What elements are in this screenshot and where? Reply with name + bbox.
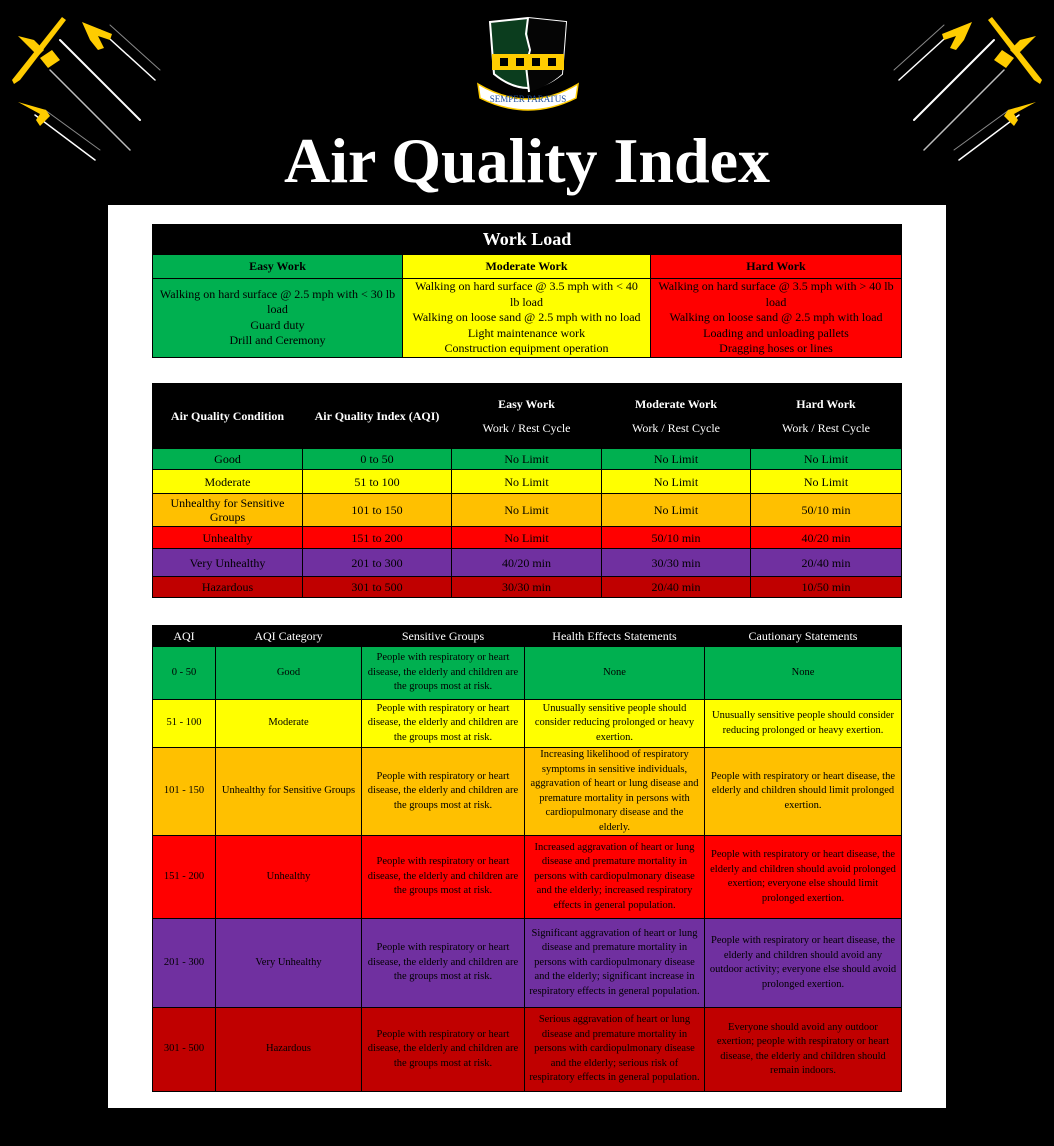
sensitive-cell: People with respiratory or heart disease, the elderly and children are the groups most at risk. (362, 836, 525, 919)
condition-cell: Unhealthy (153, 527, 303, 549)
header-category: AQI Category (216, 626, 362, 647)
table-row (153, 919, 902, 1008)
easy-cell: No Limit (452, 494, 602, 527)
header-cautionary: Cautionary Statements (705, 626, 902, 647)
moderate-work-examples (403, 279, 651, 358)
workload-table (152, 224, 902, 358)
aqi-cell: 201 - 300 (153, 919, 216, 1008)
workload-line: Construction equipment operation (444, 341, 609, 355)
effects-cell: Serious aggravation of heart or lung disease and premature mortality in persons with cardiopulmonary disease and the elderly; serious risk of respiratory effects in general population. (525, 1008, 705, 1092)
category-cell: Hazardous (216, 1008, 362, 1092)
table-row (153, 577, 902, 598)
table-row (153, 470, 902, 494)
workload-line: Loading and unloading pallets (703, 325, 849, 340)
aqi-cell: 201 to 300 (303, 549, 452, 577)
hard-cell: 40/20 min (751, 527, 902, 549)
workload-line: Walking on hard surface @ 3.5 mph with < 40 lb load (415, 279, 638, 309)
table-row (153, 449, 902, 470)
caution-cell: People with respiratory or heart disease, the elderly and children should limit prolonged exertion. (705, 748, 902, 836)
category-cell: Unhealthy for Sensitive Groups (216, 748, 362, 836)
moderate-cell: 20/40 min (602, 577, 751, 598)
page-title: Air Quality Index (284, 125, 770, 196)
condition-cell: Hazardous (153, 577, 303, 598)
work-rest-table (152, 383, 902, 598)
easy-cell: No Limit (452, 470, 602, 494)
header-moderate-work (602, 384, 751, 449)
header-aqi: AQI (153, 626, 216, 647)
sensitive-cell: People with respiratory or heart disease, the elderly and children are the groups most at risk. (362, 919, 525, 1008)
condition-cell: Good (153, 449, 303, 470)
aqi-cell: 101 to 150 (303, 494, 452, 527)
unit-emblem-icon (472, 14, 584, 114)
workload-line: Walking on hard surface @ 2.5 mph with < 30 lb load (159, 286, 396, 317)
hard-work-header: Hard Work (651, 255, 902, 279)
header-hard-label: Hard Work (796, 396, 856, 411)
table-row (153, 494, 902, 527)
table-row (153, 1008, 902, 1092)
workload-line: Light maintenance work (467, 325, 586, 340)
easy-work-examples (153, 279, 403, 358)
header-health-effects: Health Effects Statements (525, 626, 705, 647)
table-row (153, 647, 902, 700)
condition-cell: Very Unhealthy (153, 549, 303, 577)
caution-cell: Unusually sensitive people should consider reducing prolonged or heavy exertion. (705, 700, 902, 748)
workload-line: Drill and Ceremony (229, 333, 326, 348)
header-sub-label: Work / Rest Cycle (631, 420, 721, 435)
header-moderate-label: Moderate Work (634, 396, 718, 411)
header-hard-work (751, 384, 902, 449)
hard-work-examples (651, 279, 902, 358)
easy-cell: 40/20 min (452, 549, 602, 577)
hard-cell: 20/40 min (751, 549, 902, 577)
workload-title: Work Load (153, 225, 902, 255)
sensitive-cell: People with respiratory or heart disease, the elderly and children are the groups most at risk. (362, 748, 525, 836)
caution-cell: People with respiratory or heart disease, the elderly and children should avoid any outdoor activity; everyone else should avoid prolonged exertion. (705, 919, 902, 1008)
aqi-cell: 51 - 100 (153, 700, 216, 748)
workload-line: Walking on loose sand @ 2.5 mph with no load (412, 310, 641, 324)
easy-cell: No Limit (452, 449, 602, 470)
moderate-cell: 50/10 min (602, 527, 751, 549)
sensitive-cell: People with respiratory or heart disease, the elderly and children are the groups most at risk. (362, 647, 525, 700)
workload-line: Guard duty (250, 317, 305, 332)
moderate-cell: No Limit (602, 470, 751, 494)
header-sub-label: Work / Rest Cycle (482, 420, 571, 435)
moderate-cell: No Limit (602, 449, 751, 470)
aqi-cell: 301 - 500 (153, 1008, 216, 1092)
hard-cell: No Limit (751, 470, 902, 494)
moderate-cell: No Limit (602, 494, 751, 527)
aqi-cell: 0 - 50 (153, 647, 216, 700)
aqi-sheet (108, 205, 946, 1108)
emblem-motto: SEMPER PARATUS (489, 94, 567, 104)
hard-cell: 10/50 min (751, 577, 902, 598)
easy-cell: No Limit (452, 527, 602, 549)
caution-cell: Everyone should avoid any outdoor exertion; people with respiratory or heart disease, the elderly and children should remain indoors. (705, 1008, 902, 1092)
category-cell: Unhealthy (216, 836, 362, 919)
moderate-work-header: Moderate Work (403, 255, 651, 279)
effects-cell: Increased aggravation of heart or lung disease and premature mortality in persons with cardiopulmonary disease and the elderly; increased respiratory effects in general population. (525, 836, 705, 919)
moderate-cell: 30/30 min (602, 549, 751, 577)
table-row (153, 549, 902, 577)
effects-cell: Increasing likelihood of respiratory symptoms in sensitive individuals, aggravation of heart or lung disease and premature mortality in persons with cardiopulmonary disease and the elderly. (525, 748, 705, 836)
easy-work-header: Easy Work (153, 255, 403, 279)
caution-cell: People with respiratory or heart disease, the elderly and children should avoid prolonged exertion; everyone else should limit prolonged exertion. (705, 836, 902, 919)
easy-cell: 30/30 min (452, 577, 602, 598)
aqi-cell: 101 - 150 (153, 748, 216, 836)
table-row (153, 836, 902, 919)
condition-cell: Unhealthy for Sensitive Groups (153, 494, 303, 527)
health-effects-table (152, 625, 902, 1092)
category-cell: Very Unhealthy (216, 919, 362, 1008)
effects-cell: None (525, 647, 705, 700)
aqi-cell: 301 to 500 (303, 577, 452, 598)
workload-line: Dragging hoses or lines (719, 341, 833, 355)
aqi-cell: 151 - 200 (153, 836, 216, 919)
workload-line: Walking on loose sand @ 2.5 mph with load (669, 310, 883, 324)
aqi-cell: 151 to 200 (303, 527, 452, 549)
caution-cell: None (705, 647, 902, 700)
aqi-cell: 51 to 100 (303, 470, 452, 494)
header-easy-work (452, 384, 602, 449)
header-sub-label: Work / Rest Cycle (781, 420, 871, 435)
table-row (153, 527, 902, 549)
header-aqi: Air Quality Index (AQI) (303, 384, 452, 449)
aqi-cell: 0 to 50 (303, 449, 452, 470)
sensitive-cell: People with respiratory or heart disease, the elderly and children are the groups most at risk. (362, 1008, 525, 1092)
sensitive-cell: People with respiratory or heart disease, the elderly and children are the groups most at risk. (362, 700, 525, 748)
condition-cell: Moderate (153, 470, 303, 494)
header-condition: Air Quality Condition (153, 384, 303, 449)
category-cell: Moderate (216, 700, 362, 748)
hard-cell: No Limit (751, 449, 902, 470)
hard-cell: 50/10 min (751, 494, 902, 527)
effects-cell: Significant aggravation of heart or lung disease and premature mortality in persons with cardiopulmonary disease and the elderly; significant increase in respiratory effects in general population. (525, 919, 705, 1008)
workload-line: Walking on hard surface @ 3.5 mph with > 40 lb load (658, 279, 894, 309)
category-cell: Good (216, 647, 362, 700)
header-sensitive-groups: Sensitive Groups (362, 626, 525, 647)
header-easy-label: Easy Work (498, 396, 555, 411)
effects-cell: Unusually sensitive people should consider reducing prolonged or heavy exertion. (525, 700, 705, 748)
table-row (153, 748, 902, 836)
table-row (153, 700, 902, 748)
